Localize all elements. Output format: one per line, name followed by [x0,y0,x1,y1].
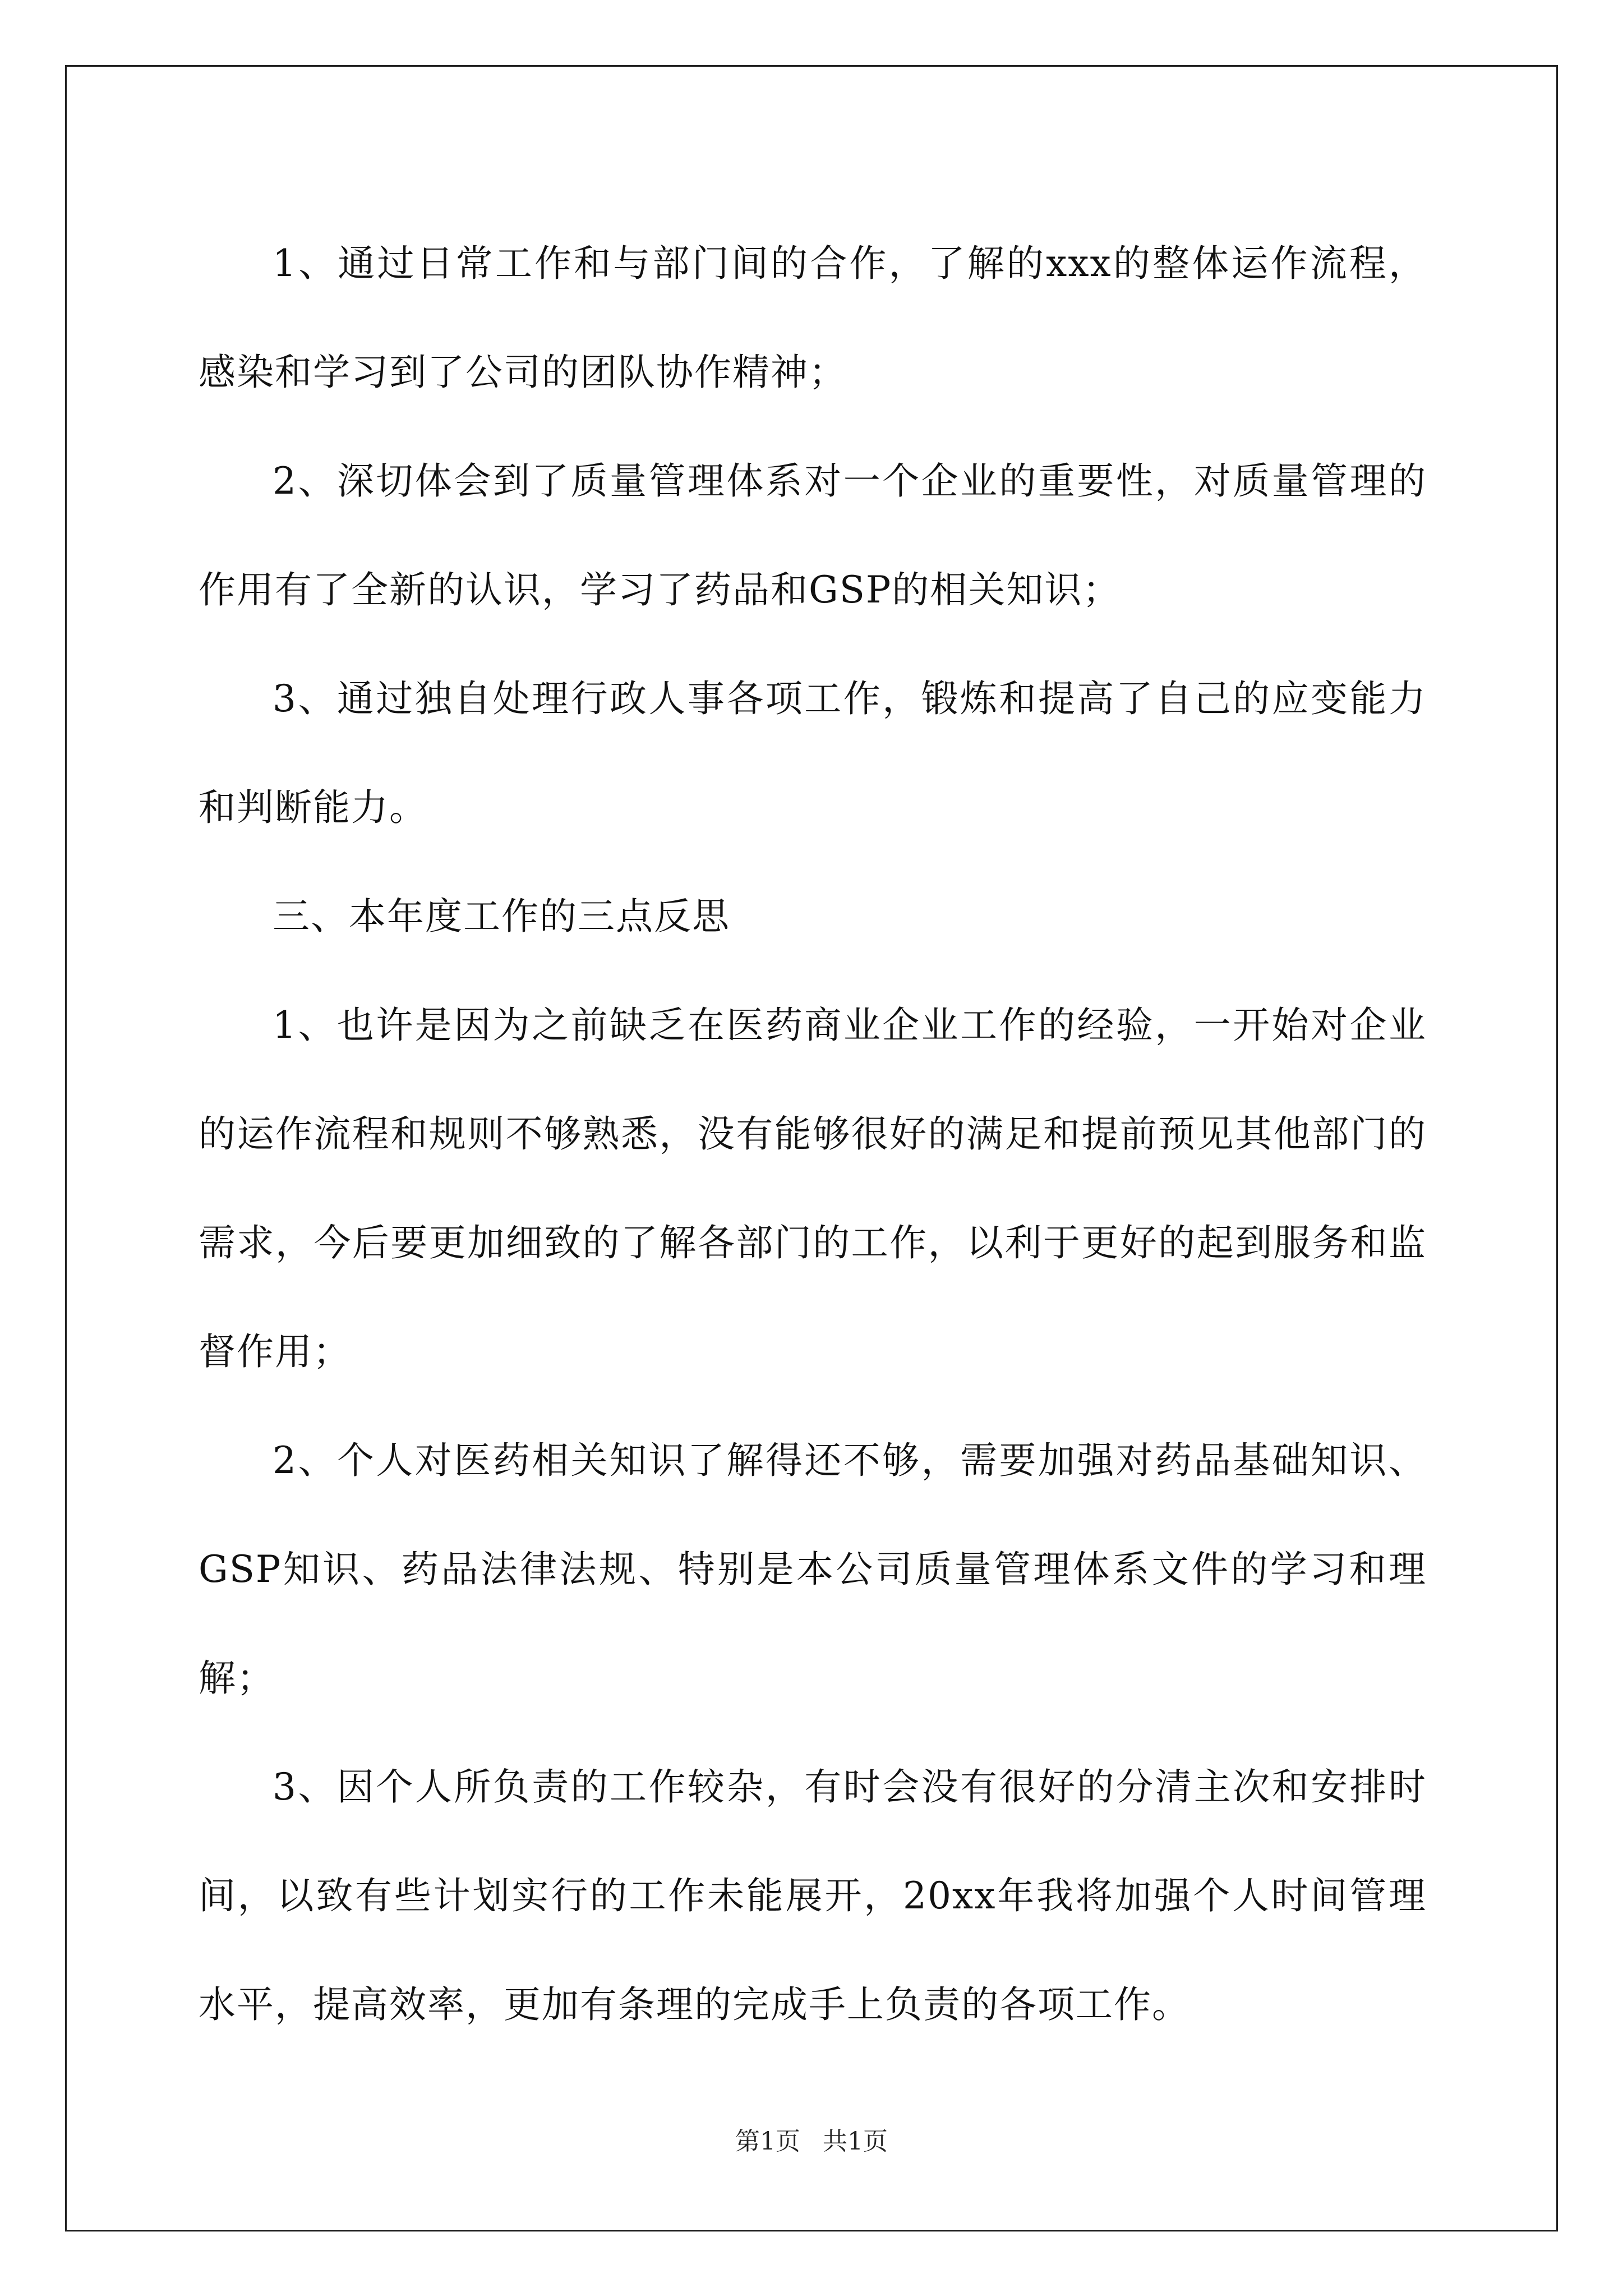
paragraph-4: 1、也许是因为之前缺乏在医药商业企业工作的经验，一开始对企业的运作流程和规则不够熟悉，没有能够很好的满足和提前预见其他部门的需求，今后要更加细致的了解各部门的工作，以利于更好的起到服务和监督作用； [199,1004,1427,1373]
paragraph-1: 1、通过日常工作和与部门间的合作，了解的xxx的整体运作流程，感染和学习到了公司的团队协作精神； [199,242,1427,394]
paragraph-3: 3、通过独自处理行政人事各项工作，锻炼和提高了自己的应变能力和判断能力。 [199,677,1427,829]
paragraph-5: 2、个人对医药相关知识了解得还不够，需要加强对药品基础知识、GSP知识、药品法律法规、特别是本公司质量管理体系文件的学习和理解； [199,1439,1427,1700]
page-number: 第1页 [735,2127,800,2156]
paragraph-2: 2、深切体会到了质量管理体系对一个企业的重要性，对质量管理的作用有了全新的认识，学习了药品和GSP的相关知识； [199,459,1427,611]
section-heading: 三、本年度工作的三点反思 [273,895,730,938]
document-body [199,209,1427,2059]
page-total: 共1页 [823,2127,888,2156]
page-footer [0,2125,1623,2159]
paragraph-6: 3、因个人所负责的工作较杂，有时会没有很好的分清主次和安排时间，以致有些计划实行的工作未能展开，20xx年我将加强个人时间管理水平，提高效率，更加有条理的完成手上负责的各项工作。 [199,1765,1427,2026]
